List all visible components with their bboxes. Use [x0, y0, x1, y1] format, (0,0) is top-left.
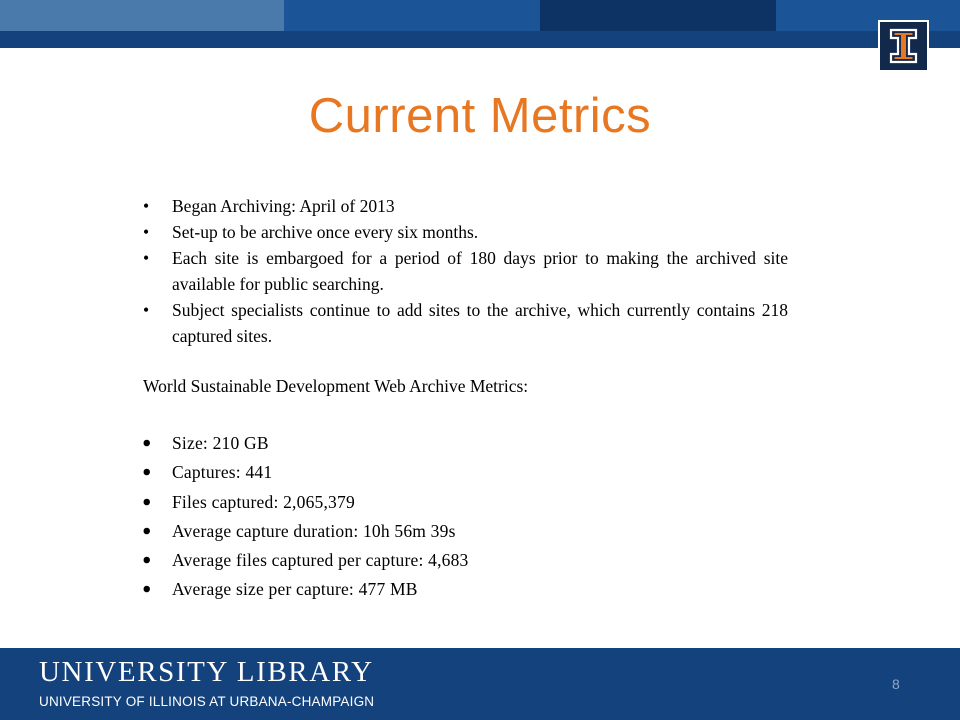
- metric-dot-icon: ⦁: [143, 493, 151, 510]
- bullet-dot-icon: •: [143, 248, 150, 268]
- metric-dot-icon: ⦁: [143, 464, 151, 481]
- metric-dot-icon: ⦁: [143, 552, 151, 569]
- metric-dot-icon: ⦁: [143, 581, 151, 598]
- illinois-block-i-icon: [878, 20, 929, 72]
- metric-dot-icon: ⦁: [143, 435, 151, 451]
- slide-title: Current Metrics: [308, 89, 652, 143]
- bullet-item: • Set-up to be archive once every six months.: [143, 219, 788, 245]
- footer-banner: [0, 648, 960, 720]
- metric-item: ⦁ Captures: 441: [143, 458, 788, 487]
- bullet-dot-icon: •: [143, 196, 150, 216]
- banner-segment: [776, 0, 960, 31]
- banner-segment: [284, 0, 540, 31]
- bullet-item: • Began Archiving: April of 2013: [143, 193, 788, 219]
- metric-item: ⦁ Average files captured per capture: 4,683: [143, 546, 788, 575]
- metric-dot-icon: ⦁: [143, 522, 151, 539]
- metric-item: ⦁ Average capture duration: 10h 56m 39s: [143, 517, 788, 546]
- bullet-dot-icon: •: [143, 222, 150, 242]
- section-heading: World Sustainable Development Web Archive Metrics:: [143, 376, 529, 396]
- page-number: 8: [892, 676, 900, 692]
- footer-title: UNIVERSITY LIBRARY: [39, 656, 374, 688]
- metric-item: ⦁ Average size per capture: 477 MB: [143, 575, 788, 604]
- top-banner: [0, 0, 960, 48]
- bullet-item: • Each site is embargoed for a period of 180 days prior to making the archived site available for public searching.: [143, 245, 788, 297]
- banner-segment: [540, 0, 776, 31]
- bullet-dot-icon: •: [143, 300, 150, 320]
- metrics-list: [143, 429, 788, 605]
- slide-body: [143, 193, 788, 605]
- banner-segment: [0, 0, 284, 31]
- metric-item: ⦁ Files captured: 2,065,379: [143, 488, 788, 517]
- metric-item: ⦁ Size: 210 GB: [143, 429, 788, 458]
- footer-subtitle: UNIVERSITY OF ILLINOIS AT URBANA-CHAMPAIGN: [39, 694, 375, 709]
- bullet-list: [143, 193, 788, 349]
- bullet-item: • Subject specialists continue to add sites to the archive, which currently contains 218 captured sites.: [143, 297, 788, 349]
